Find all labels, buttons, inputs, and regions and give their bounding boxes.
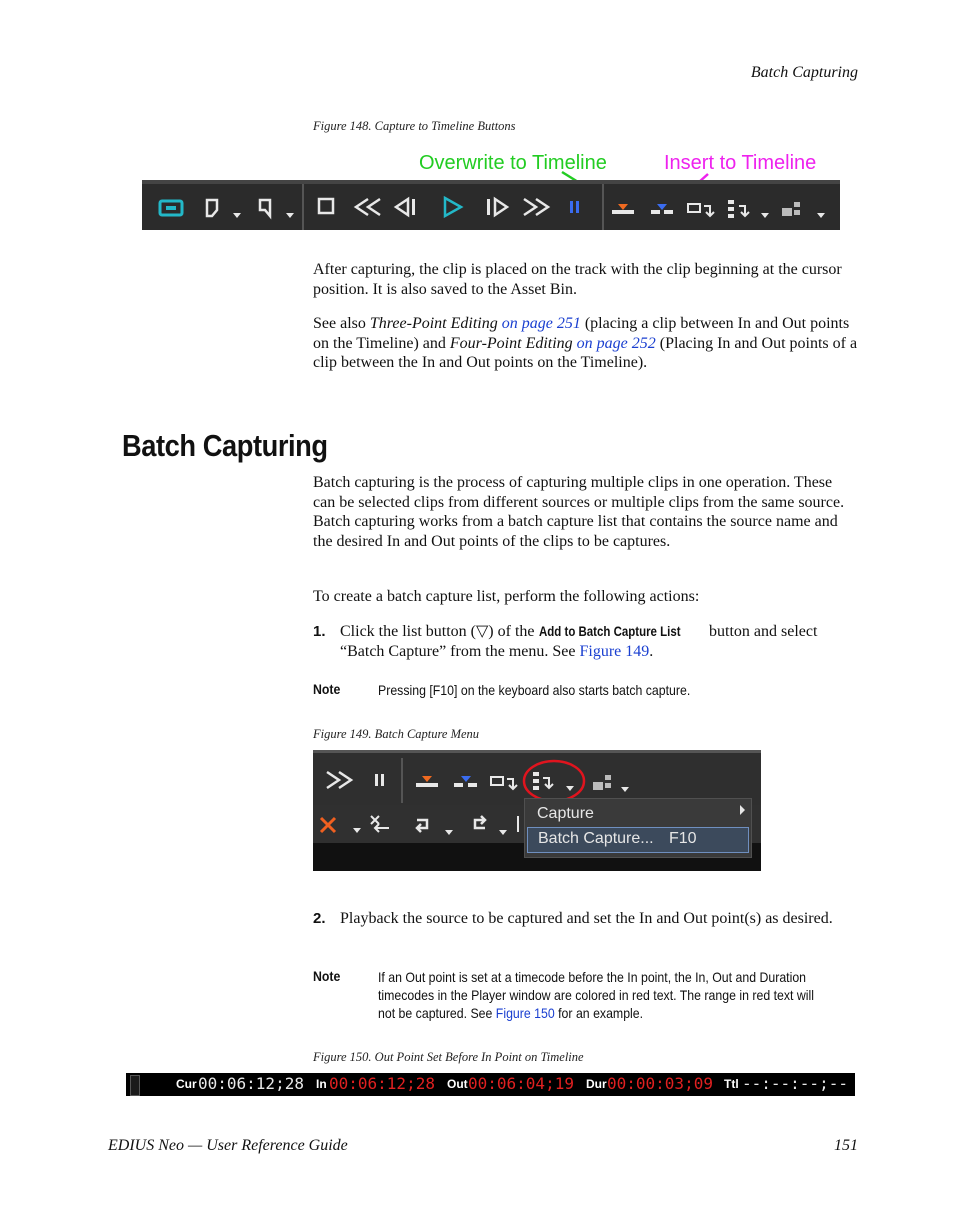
paragraph-create-list: To create a batch capture list, perform the following actions: <box>313 588 700 605</box>
step-2-number: 2. <box>313 910 326 927</box>
in-timecode: 00:06:12;28 <box>329 1074 435 1093</box>
dur-label: Dur <box>586 1077 607 1091</box>
toolbar-background <box>142 180 840 230</box>
ttl-label: Ttl <box>724 1077 739 1091</box>
figure-148-caption: Figure 148. Capture to Timeline Buttons <box>313 119 516 133</box>
menu-item-capture[interactable]: Capture <box>537 805 594 822</box>
submenu-arrow-icon <box>740 805 745 815</box>
page-number: 151 <box>834 1137 858 1154</box>
figure-150-caption: Figure 150. Out Point Set Before In Point on Timeline <box>313 1050 584 1064</box>
toolbar-divider-icon <box>517 816 519 832</box>
link-page-251[interactable]: on page 251 <box>497 315 581 332</box>
step-1-text: Click the list button (▽) of the Add to Batch Capture List button and select “Batch Capture” from the menu. See Figure 149. <box>340 623 818 660</box>
step-2-text: Playback the source to be captured and set the In and Out point(s) as desired. <box>340 910 833 927</box>
callout-insert: Insert to Timeline <box>664 152 817 174</box>
note-2-text: If an Out point is set at a timecode before the In point, the In, Out and Duration timecodes in the Player window are colored in red text. The range in red text will not be captured. See Figure 150 for an example. <box>378 969 814 1021</box>
link-figure-149[interactable]: Figure 149 <box>579 642 650 660</box>
running-head: Batch Capturing <box>750 64 858 81</box>
figure-148-toolbar-image <box>142 146 842 232</box>
paragraph-see-also: See also Three-Point Editing on page 251 (placing a clip between In and Out points on the Timeline) and Four-Point Editing on page 252 (Placing In and Out points of a clip between the In and Out points on the Timeline). <box>313 315 858 372</box>
link-page-252[interactable]: on page 252 <box>572 334 656 352</box>
cur-timecode: 00:06:12;28 <box>198 1074 304 1093</box>
out-timecode: 00:06:04;19 <box>468 1074 574 1093</box>
note-2-label: Note <box>313 968 341 984</box>
footer-title: EDIUS Neo — User Reference Guide <box>108 1137 348 1154</box>
out-label: Out <box>447 1077 468 1091</box>
menu-item-batch-capture-label: Batch Capture... <box>538 830 654 847</box>
link-figure-150[interactable]: Figure 150 <box>495 1005 555 1021</box>
menu-item-batch-capture-shortcut: F10 <box>669 830 697 847</box>
figure-149-menu-image <box>313 750 761 871</box>
paragraph-batch-intro: Batch capturing is the process of capturing multiple clips in one operation. These can be selected clips from different sources or multiple clips from the same source. Batch capturing works from a batch capture list that contains the source name and the desired In and Out points of the clips to be captures. <box>313 474 845 550</box>
figure-149-caption: Figure 149. Batch Capture Menu <box>313 727 480 741</box>
dur-timecode: 00:00:03;09 <box>607 1074 713 1093</box>
figure-150-timecode-bar <box>126 1073 855 1096</box>
section-heading: Batch Capturing <box>122 428 328 463</box>
bar-grip-icon <box>130 1075 140 1096</box>
menu-item-batch-capture[interactable] <box>527 827 749 853</box>
in-label: In <box>316 1077 327 1091</box>
note-1-label: Note <box>313 681 341 697</box>
ttl-timecode: --:--:--;-- <box>742 1074 848 1093</box>
batch-capture-dropdown-menu <box>524 798 752 858</box>
cur-label: Cur <box>176 1077 197 1091</box>
step-1-number: 1. <box>313 623 326 640</box>
paragraph-after-capture: After capturing, the clip is placed on the track with the clip beginning at the cursor position. It is also saved to the Asset Bin. <box>313 261 842 298</box>
callout-overwrite: Overwrite to Timeline <box>419 152 607 174</box>
note-1-text: Pressing [F10] on the keyboard also starts batch capture. <box>378 682 691 698</box>
